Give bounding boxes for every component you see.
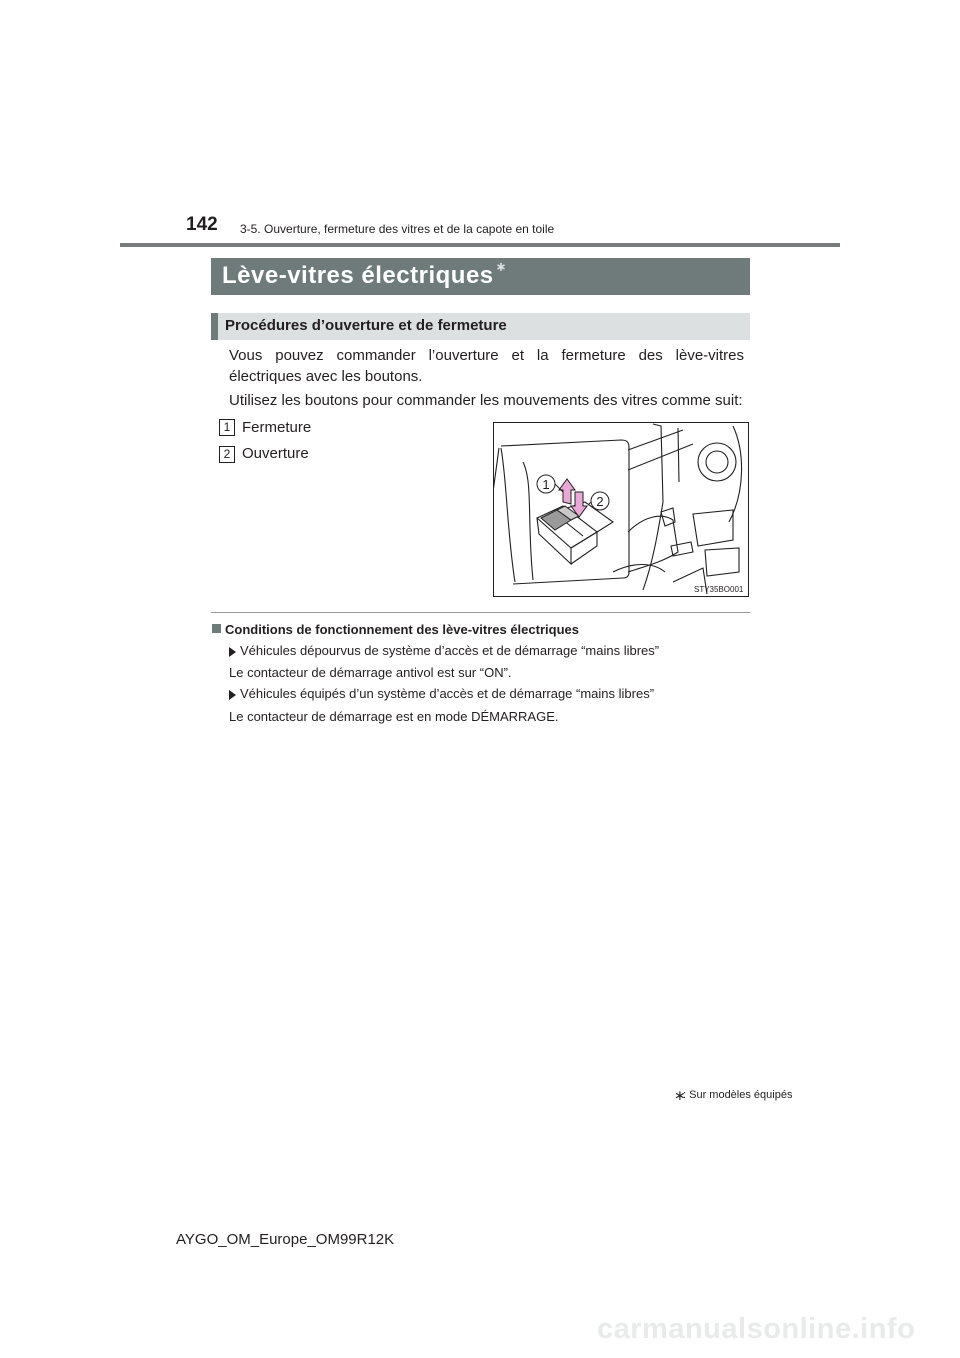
conditions-title: Conditions de fonctionnement des lève-vitres électriques — [225, 622, 579, 637]
footnote: : Sur modèles équipés — [683, 1089, 793, 1101]
condition-text: Le contacteur de démarrage antivol est sur “ON”. — [229, 665, 512, 680]
asterisk-icon: ∗ — [495, 259, 508, 274]
section-title-text: Lève-vitres électriques — [222, 262, 494, 289]
step-number-badge: 2 — [219, 446, 235, 463]
watermark: carmanualsonline.info — [597, 1313, 916, 1345]
condition-case: Véhicules équipés d’un système d’accès et de démarrage “mains libres” — [240, 686, 655, 701]
condition-text: Le contacteur de démarrage est en mode DÉMARRAGE. — [229, 709, 559, 724]
triangle-bullet-icon — [229, 690, 236, 700]
subsection-title: Procédures d’ouverture et de fermeture — [225, 317, 507, 334]
step-label-fermeture: Fermeture — [242, 419, 312, 436]
square-bullet-icon — [212, 624, 221, 633]
subsection-accent — [211, 313, 218, 340]
triangle-bullet-icon — [229, 647, 236, 657]
instruction-paragraph: Utilisez les boutons pour commander les mouvements des vitres comme suit: — [229, 392, 743, 409]
running-header: 3-5. Ouverture, fermeture des vitres et de la capote en toile — [240, 222, 555, 236]
callout-number: 2 — [596, 494, 604, 509]
step-label-ouverture: Ouverture — [242, 445, 309, 462]
asterisk-icon: ∗ — [674, 1087, 686, 1103]
figure-caption: STY35BO001 — [694, 585, 744, 594]
intro-paragraph: Vous pouvez commander l’ouverture et la fermeture des lève-vitres électriques avec les boutons. — [229, 347, 744, 385]
header-divider — [120, 243, 840, 247]
step-number-badge: 1 — [219, 419, 235, 436]
window-switch-illustration — [493, 422, 749, 597]
section-divider — [211, 612, 750, 613]
page-number: 142 — [186, 214, 218, 235]
callout-number: 1 — [542, 477, 550, 492]
condition-case: Véhicules dépourvus de système d’accès et de démarrage “mains libres” — [240, 643, 660, 658]
document-code: AYGO_OM_Europe_OM99R12K — [176, 1231, 395, 1248]
section-title — [222, 259, 508, 290]
